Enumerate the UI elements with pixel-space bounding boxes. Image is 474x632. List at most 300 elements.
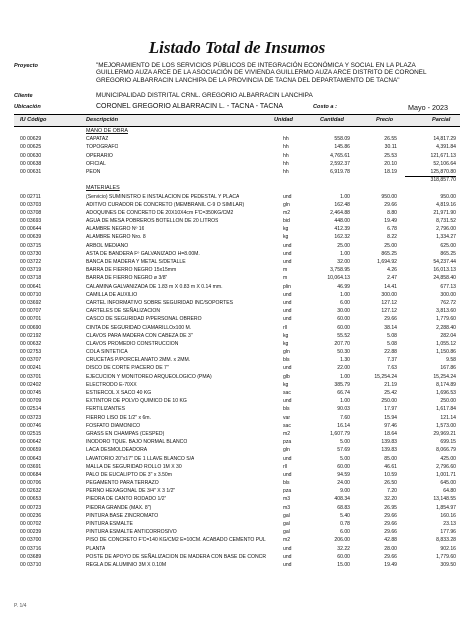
cell-descripcion: PIEDRA GRANDE (MAX. 8") [86,504,152,511]
cell-codigo: 00 03703 [20,201,42,208]
cell-cantidad: 6.00 [340,529,350,536]
cell-codigo: 00 03730 [20,250,42,257]
cell-unidad: hh [283,168,289,175]
cell-codigo: 00 00706 [20,480,42,487]
cell-cantidad: 55.52 [337,332,350,339]
cell-unidad: sac [283,422,291,429]
cell-unidad: und [283,299,292,306]
ubicacion-value: CORONEL GREGORIO ALBARRACIN L. - TACNA - TACNA [96,103,284,110]
cell-descripcion: POSTE DE APOYO DE SEÑALIZACION DE MADERA CON BASE DE CONCR [86,553,267,560]
header-descripcion: Descripción [86,117,119,123]
cell-codigo: 00 03722 [20,259,42,265]
cell-parcial: 8,174.89 [436,381,456,388]
cell-descripcion: PLANTA [86,545,106,552]
cell-cantidad: 2,592.37 [330,160,350,167]
cell-codigo: 00 00642 [20,439,42,446]
cell-unidad: bid [283,218,290,225]
table-row [0,324,474,332]
cell-precio: 10.59 [384,471,397,478]
cell-unidad: m3 [283,504,291,511]
cell-descripcion: ELECTRODO E-70XX [86,381,137,388]
cliente-label: Cliente [14,93,33,99]
table-row [0,135,474,143]
cell-cantidad: 4,765.61 [330,152,350,159]
cell-cantidad: 2,464.88 [330,209,350,216]
header-codigo: IU Código [20,117,47,123]
cell-descripcion: CLAVOS PROMEDIO CONSTRUCCION [86,340,179,347]
cell-cantidad: 15.00 [337,561,350,568]
cell-parcial: 121.14 [440,414,456,421]
table-row [0,225,474,233]
cell-codigo: 00 02192 [20,332,42,339]
cell-codigo: 00 00638 [20,160,42,167]
ubicacion-label: Ubicación [14,104,41,110]
cell-codigo: 00 00644 [20,226,42,233]
page-footer: P. 1/4 [14,603,27,609]
cell-precio: 26.50 [384,480,397,487]
table-row [0,299,474,307]
cell-codigo: 00 03689 [20,553,42,560]
cell-descripcion: CASCO DE SEGURIDAD P/PERSONAL OBRERO [86,316,202,323]
cell-descripcion: BANCA DE MADERA Y METAL S/DETALLE [86,259,186,265]
cell-parcial: 23.13 [443,521,456,527]
cell-precio: 29.66 [384,316,397,323]
cell-unidad: pza [283,488,292,495]
cell-precio: 85.00 [384,455,397,462]
cell-cantidad: 448.00 [334,218,350,225]
cell-cantidad: 60.00 [337,463,350,470]
cell-precio: 32.20 [384,496,397,503]
table-row [0,528,474,536]
cell-cantidad: 16.14 [337,422,350,429]
cell-unidad: gln [283,447,290,454]
cell-cantidad: 558.09 [334,136,350,143]
cell-precio: 18.64 [384,430,397,437]
cell-unidad: und [283,471,292,478]
cell-precio: 21.19 [384,381,397,388]
cell-descripcion: ADITIVO CURADOR DE CONCRETO (MEMBRANIL C-9 O SIMILAR) [86,201,245,208]
table-row [0,381,474,389]
table-row [0,152,474,160]
cell-parcial: 1,854.97 [436,504,456,511]
cell-precio: 18.19 [384,168,397,175]
cell-parcial: 1,779.60 [436,553,456,560]
cell-parcial: 52,106.64 [433,160,456,167]
proyecto-value: "MEJORAMIENTO DE LOS SERVICIOS PÚBLICOS DE INTEGRACIÓN ECONÓMICA Y SOCIAL EN LA PLAZA GUILLERMO AUZA ARCE DE LA ASOCIACIÓN DE VIVIENDA GUILLERMO AUZA ARCE DISTRITO DE CORONEL GREGORIO ALBARRACIN LANCHIPA DE LA PROVINCIA DE TACNA DEL DEPARTAMENTO DE TACNA" [96,62,427,84]
table-row [0,455,474,463]
cliente-value: MUNICIPALIDAD DISTRITAL CRNL. GREGORIO ALBARRACIN LANCHIPA [96,92,313,99]
cell-descripcion: INODORO TQUE. BAJO NORMAL BLANCO [86,439,188,446]
cell-descripcion: PISO DE CONCRETO F'C=140 KG/CM2 E=10CM. ACABADO CEMENTO PUL [86,537,266,544]
cell-descripcion: PEON [86,168,101,175]
cell-parcial: 2,796.60 [436,463,456,470]
cell-descripcion: PINTURA ESMALTE [86,521,133,527]
cell-descripcion: EXTINTOR DE POLVO QUIMICO DE 10 KG [86,398,187,405]
cell-precio: 6.78 [387,226,397,233]
cell-cantidad: 22.00 [337,365,350,372]
cell-descripcion: OFICIAL [86,160,106,167]
cell-codigo: 00 00630 [20,152,42,159]
cell-codigo: 00 02514 [20,406,42,413]
cell-codigo: 00 03693 [20,218,42,225]
cell-cantidad: 6.00 [340,299,350,306]
section-heading [0,184,474,192]
table-row [0,266,474,274]
cell-unidad: sac [283,390,291,396]
cell-parcial: 425.00 [440,455,456,462]
cell-codigo: 00 00709 [20,398,42,405]
cell-parcial: 282.04 [440,332,456,339]
cell-parcial: 950.00 [440,193,456,200]
cell-codigo: 00 02515 [20,430,42,437]
cell-unidad: und [283,553,292,560]
cell-precio: 30.11 [384,144,397,151]
cell-parcial: 865.25 [440,250,456,257]
cell-parcial: 9.58 [446,357,456,364]
table-row [0,414,474,422]
cell-parcial: 13,148.55 [433,496,456,503]
cell-unidad: und [283,455,292,462]
cell-descripcion: FOSFATO DIAMONICO [86,422,141,429]
cell-descripcion: ADOQUINES DE CONCRETO DE 20X10X4cm F'C=350KG/CM2 [86,209,234,216]
cell-cantidad: 32.22 [337,545,350,552]
cell-codigo: 00 02753 [20,349,42,356]
cell-unidad: kg [283,234,289,241]
cell-codigo: 00 00710 [20,291,42,298]
costo-label: Costo a : [313,104,337,110]
cell-precio: 250.00 [381,398,397,405]
cell-parcial: 8,066.79 [436,447,456,454]
cell-parcial: 1,055.12 [436,340,456,347]
header-cantidad: Cantidad [320,117,344,123]
cell-parcial: 15,254.24 [433,373,456,380]
table-row [0,356,474,364]
cell-unidad: und [283,561,292,568]
cell-precio: 15.94 [384,414,397,421]
cell-unidad: und [283,398,292,405]
cell-unidad: kg [283,381,289,388]
cell-unidad: und [283,291,292,298]
table-row [0,561,474,569]
cell-codigo: 00 02402 [20,381,42,388]
proyecto-label: Proyecto [14,63,38,69]
cell-unidad: rll [283,463,287,470]
cell-parcial: 14,817.29 [433,136,456,143]
cell-parcial: 177.96 [440,529,456,536]
cell-codigo: 00 03719 [20,267,42,274]
cell-precio: 17.97 [384,406,397,413]
cell-precio: 14.41 [384,283,397,290]
cell-descripcion: REGLA DE ALUMINIO 3M X 0.10M [86,561,167,568]
cell-cantidad: 30.00 [337,308,350,315]
cell-precio: 127.12 [381,308,397,315]
cell-codigo: 00 00653 [20,496,42,503]
cell-cantidad: 206.00 [334,537,350,544]
cell-parcial: 1,334.27 [436,234,456,241]
cell-codigo: 00 03701 [20,373,42,380]
cell-descripcion: PINTURA ESMALTE ANTICORROSIVO [86,529,177,536]
cell-codigo: 00 03700 [20,537,42,544]
cell-cantidad: 7.60 [340,414,350,421]
cell-unidad: m [283,275,288,282]
cell-cantidad: 9.00 [340,488,350,495]
cell-descripcion: FIERRO LISO DE 1/2" x 6m. [86,414,151,421]
table-row [0,487,474,495]
cell-unidad: m3 [283,496,291,503]
cell-cantidad: 66.74 [337,390,350,396]
cell-cantidad: 162.48 [334,201,350,208]
cell-codigo: 00 00690 [20,324,42,331]
cell-cantidad: 1.00 [340,250,350,257]
cell-cantidad: 5.00 [340,439,350,446]
table-row [0,332,474,340]
table-row [0,438,474,446]
cell-cantidad: 0.78 [340,521,350,527]
cell-precio: 29.66 [384,553,397,560]
cell-descripcion: CRUCETAS P/PORCELANATO 2MM. x 2MM. [86,357,191,364]
cell-parcial: 1,573.00 [436,422,456,429]
cell-parcial: 2,288.40 [436,324,456,331]
cell-precio: 19.49 [384,218,397,225]
cell-descripcion: CALAMINA GALVANIZADA DE 1.83 m X 0.83 m X 0.14 mm. [86,283,223,290]
cell-parcial: 125,870.80 [430,168,456,175]
cell-codigo: 00 00684 [20,471,42,478]
cell-precio: 42.88 [384,537,397,544]
cell-unidad: m2 [283,430,291,437]
cell-codigo: 00 00236 [20,512,42,519]
table-row [0,389,474,397]
table-row [0,545,474,553]
cell-codigo: 00 00639 [20,234,42,241]
cell-parcial: 4,391.84 [436,144,456,151]
table-row [0,233,474,241]
header-unidad: Unidad [274,117,293,123]
cell-unidad: gln [283,201,290,208]
cell-precio: 7.20 [387,488,397,495]
cell-descripcion: (Servicio) SUMINISTRO E INSTALACION DE PEDESTAL Y PLACA [86,193,240,200]
cell-precio: 28.00 [384,545,397,552]
cell-unidad: m2 [283,209,291,216]
cell-descripcion: ALAMBRE NEGRO Nº 16 [86,226,145,233]
cell-descripcion: CAPATAZ [86,136,109,143]
cell-cantidad: 1,607.79 [330,430,350,437]
cell-parcial: 4,819.16 [436,201,456,208]
cell-parcial: 16,013.13 [433,267,456,274]
table-row [0,373,474,381]
cell-descripcion: CAMILLA DE AUXILIO [86,291,138,298]
cell-codigo: 00 00632 [20,340,42,347]
cell-cantidad: 10,064.13 [327,275,350,282]
table-row [0,471,474,479]
table-row [0,315,474,323]
cell-unidad: gal [283,512,290,519]
cell-unidad: kg [283,340,289,347]
cell-codigo: 00 03715 [20,242,42,249]
cell-precio: 29.66 [384,512,397,519]
cell-unidad: m2 [283,537,291,544]
cell-cantidad: 24.00 [337,480,350,487]
cell-descripcion: CARTEL INFORMATIVO SOBRE SEGURIDAD INC/SOPORTES [86,299,233,306]
cell-descripcion: MALLA DE SEGURIDAD ROLLO 1M X 30 [86,463,182,470]
cell-descripcion: GRASS EN CHAMPAS (CESPED) [86,430,165,437]
cell-codigo: 00 00702 [20,521,42,527]
cell-descripcion: PINTURA BASE ZINCROMATO [86,512,159,519]
cell-unidad: gal [283,529,290,536]
cell-unidad: gal [283,521,290,527]
cell-unidad: plin [283,283,291,290]
cell-cantidad: 408.34 [334,496,350,503]
table-row [0,242,474,250]
cell-unidad: gln [283,349,290,356]
cell-descripcion: CINTA DE SEGURIDAD C/AMARILLOx100 M. [86,324,192,331]
cell-descripcion: CARTELES DE SEÑALIZACION [86,308,161,315]
cell-cantidad: 32.00 [337,259,350,265]
cell-unidad: kg [283,226,289,233]
cell-unidad: und [283,193,292,200]
cell-precio: 127.12 [381,299,397,306]
cell-precio: 15,254.24 [374,373,397,380]
cell-parcial: 167.86 [440,365,456,372]
cell-codigo: 00 03691 [20,463,42,470]
cell-precio: 19.49 [384,561,397,568]
cell-unidad: und [283,365,292,372]
cell-cantidad: 90.03 [337,406,350,413]
cell-precio: 20.10 [384,160,397,167]
cell-codigo: 00 00241 [20,365,42,372]
cell-precio: 25.53 [384,152,397,159]
cell-parcial: 625.00 [440,242,456,249]
cell-precio: 7.63 [387,365,397,372]
cell-unidad: und [283,242,292,249]
cell-descripcion: LACA DESMOLDEADORA [86,447,148,454]
cell-cantidad: 60.00 [337,324,350,331]
cell-parcial: 3,813.60 [436,308,456,315]
cell-codigo: 00 00746 [20,422,42,429]
table-row [0,307,474,315]
cell-unidad: hh [283,136,289,143]
table-row [0,193,474,201]
table-row [0,143,474,151]
cell-cantidad: 3,758.95 [330,267,350,274]
cell-descripcion: ESTIERCOL X SACO 40 KG [86,390,152,396]
cell-codigo: 00 00745 [20,390,42,396]
cell-codigo: 00 03692 [20,299,42,306]
cell-descripcion: ALAMBRE NEGRO Nro. 8 [86,234,146,241]
cell-descripcion: BARRA DE FIERRO NEGRO 15x15mm [86,267,177,274]
cell-precio: 46.61 [384,463,397,470]
table-row [0,209,474,217]
cell-precio: 8.80 [387,209,397,216]
cell-codigo: 00 03723 [20,414,42,421]
table-row [0,397,474,405]
cell-codigo: 00 03718 [20,275,42,282]
cell-precio: 5.08 [387,340,397,347]
cell-cantidad: 25.00 [337,242,350,249]
table-row [0,422,474,430]
cell-precio: 4.26 [387,267,397,274]
cell-codigo: 00 03716 [20,545,42,552]
cell-codigo: 00 00629 [20,136,42,143]
cell-precio: 22.88 [384,349,397,356]
cell-precio: 25.42 [384,390,397,396]
cell-unidad: und [283,545,292,552]
table-header [14,114,460,127]
cell-precio: 29.66 [384,201,397,208]
cell-parcial: 1,617.84 [436,406,456,413]
cell-precio: 29.66 [384,521,397,527]
cell-parcial: 21,971.90 [433,209,456,216]
cell-precio: 29.66 [384,529,397,536]
cell-unidad: und [283,316,292,323]
cell-parcial: 300.00 [440,291,456,298]
table-row [0,430,474,438]
cell-descripcion: ARBOL MEDIANO [86,242,129,249]
table-row [0,364,474,372]
cell-parcial: 1,779.60 [436,316,456,323]
cell-codigo: 00 00631 [20,168,42,175]
cell-cantidad: 385.79 [334,381,350,388]
cell-precio: 5.08 [387,332,397,339]
cell-precio: 25.00 [384,242,397,249]
cell-cantidad: 57.69 [337,447,350,454]
cell-cantidad: 1.30 [340,357,350,364]
cell-codigo: 00 00701 [20,316,42,323]
cell-precio: 8.22 [387,234,397,241]
cell-descripcion: FERTILIZANTES [86,406,125,413]
cell-cantidad: 60.00 [337,553,350,560]
cell-unidad: bls [283,357,290,364]
cell-cantidad: 94.59 [337,471,350,478]
cell-precio: 865.25 [381,250,397,257]
cell-codigo: 00 00643 [20,455,42,462]
cell-descripcion: LAVATORIO 20"x17" DE 1 LLAVE BLANCO S/A [86,455,195,462]
cell-descripcion: PEGAMENTO PARA TERRAZO [86,480,159,487]
cell-unidad: und [283,250,292,257]
cell-parcial: 8,731.52 [436,218,456,225]
header-parcial: Parcial [432,117,451,123]
cell-parcial: 1,150.86 [436,349,456,356]
table-row [0,446,474,454]
cell-cantidad: 412.39 [334,226,350,233]
table-row [0,201,474,209]
cell-precio: 139.83 [381,439,397,446]
cell-cantidad: 145.86 [334,144,350,151]
table-row [0,340,474,348]
cell-parcial: 762.72 [440,299,456,306]
cell-unidad: und [283,259,292,265]
table-row [0,463,474,471]
table-row [0,160,474,168]
cell-parcial: 121,671.13 [430,152,456,159]
cell-precio: 2.47 [387,275,397,282]
table-row [0,348,474,356]
table-row [0,479,474,487]
cell-codigo: 00 00625 [20,144,42,151]
table-row [0,168,474,176]
cell-codigo: 00 02711 [20,193,41,200]
cell-descripcion: ASTA DE BANDERA Fº GALVANIZADO H=8.00M. [86,250,200,257]
table-row [0,217,474,225]
cell-parcial: 309.50 [440,561,456,568]
cell-cantidad: 5.40 [340,512,350,519]
cell-unidad: bls [283,406,290,413]
table-row [0,274,474,282]
cell-unidad: pza [283,439,292,446]
cell-unidad: und [283,308,292,315]
cell-cantidad: 1.00 [340,373,350,380]
table-row [0,291,474,299]
cell-cantidad: 1.00 [340,193,350,200]
